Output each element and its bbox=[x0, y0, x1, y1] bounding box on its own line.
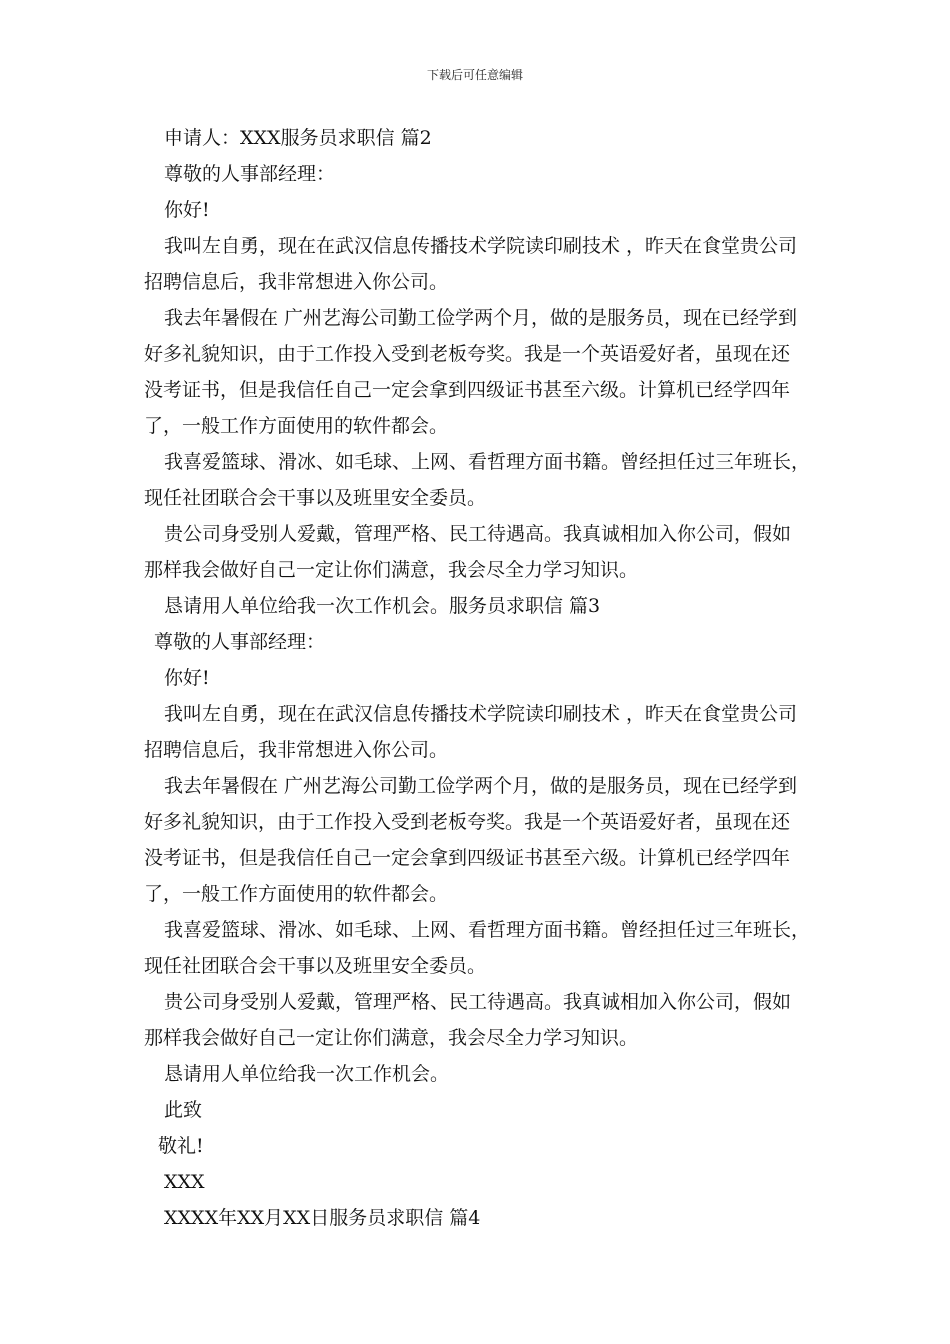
text-line: 你好! bbox=[164, 667, 210, 689]
text-line: 我喜爱篮球、滑冰、如毛球、上网、看哲理方面书籍。曾经担任过三年班长， bbox=[164, 919, 811, 941]
text-line: 那样我会做好自己一定让你们满意，我会尽全力学习知识。 bbox=[144, 1027, 639, 1049]
text-line: 贵公司身受别人爱戴，管理严格、民工待遇高。我真诚相加入你公司，假如 bbox=[164, 991, 792, 1013]
text-line: 恳请用人单位给我一次工作机会。 bbox=[164, 1063, 450, 1085]
text-line: 申请人：XXX服务员求职信 篇2 bbox=[164, 127, 432, 149]
text-line: 尊敬的人事部经理： bbox=[154, 631, 326, 653]
text-line: 此致 bbox=[164, 1099, 203, 1121]
text-line: 招聘信息后，我非常想进入你公司。 bbox=[144, 739, 449, 761]
text-line: 招聘信息后，我非常想进入你公司。 bbox=[144, 271, 449, 293]
text-line: XXX bbox=[164, 1171, 205, 1193]
text-line: 我叫左自勇，现在在武汉信息传播技术学院读印刷技术 ，昨天在食堂贵公司 bbox=[164, 235, 798, 257]
document-body bbox=[144, 120, 824, 1236]
text-line: 贵公司身受别人爱戴，管理严格、民工待遇高。我真诚相加入你公司，假如 bbox=[164, 523, 792, 545]
text-line: 没考证书，但是我信任自己一定会拿到四级证书甚至六级。计算机已经学四年 bbox=[144, 847, 791, 869]
text-line: 了，一般工作方面使用的软件都会。 bbox=[144, 883, 449, 905]
text-line: 我喜爱篮球、滑冰、如毛球、上网、看哲理方面书籍。曾经担任过三年班长， bbox=[164, 451, 811, 473]
text-line: 现任社团联合会干事以及班里安全委员。 bbox=[144, 487, 487, 509]
page-header: 下载后可任意编辑 bbox=[426, 68, 523, 82]
text-line: 好多礼貌知识，由于工作投入受到老板夸奖。我是一个英语爱好者，虽现在还 bbox=[144, 811, 791, 833]
text-line: XXXX年XX月XX日服务员求职信 篇4 bbox=[164, 1207, 481, 1229]
text-line: 我叫左自勇，现在在武汉信息传播技术学院读印刷技术 ，昨天在食堂贵公司 bbox=[164, 703, 798, 725]
text-line: 现任社团联合会干事以及班里安全委员。 bbox=[144, 955, 487, 977]
text-line: 恳请用人单位给我一次工作机会。服务员求职信 篇3 bbox=[164, 595, 601, 617]
text-line: 敬礼! bbox=[158, 1135, 204, 1157]
text-line: 尊敬的人事部经理： bbox=[164, 163, 336, 185]
text-line: 了，一般工作方面使用的软件都会。 bbox=[144, 415, 449, 437]
text-line: 没考证书，但是我信任自己一定会拿到四级证书甚至六级。计算机已经学四年 bbox=[144, 379, 791, 401]
text-line: 那样我会做好自己一定让你们满意，我会尽全力学习知识。 bbox=[144, 559, 639, 581]
text-line: 好多礼貌知识，由于工作投入受到老板夸奖。我是一个英语爱好者，虽现在还 bbox=[144, 343, 791, 365]
text-line: 我去年暑假在 广州艺海公司勤工俭学两个月，做的是服务员，现在已经学到 bbox=[164, 307, 798, 329]
text-line: 你好! bbox=[164, 199, 210, 221]
text-line: 我去年暑假在 广州艺海公司勤工俭学两个月，做的是服务员，现在已经学到 bbox=[164, 775, 798, 797]
